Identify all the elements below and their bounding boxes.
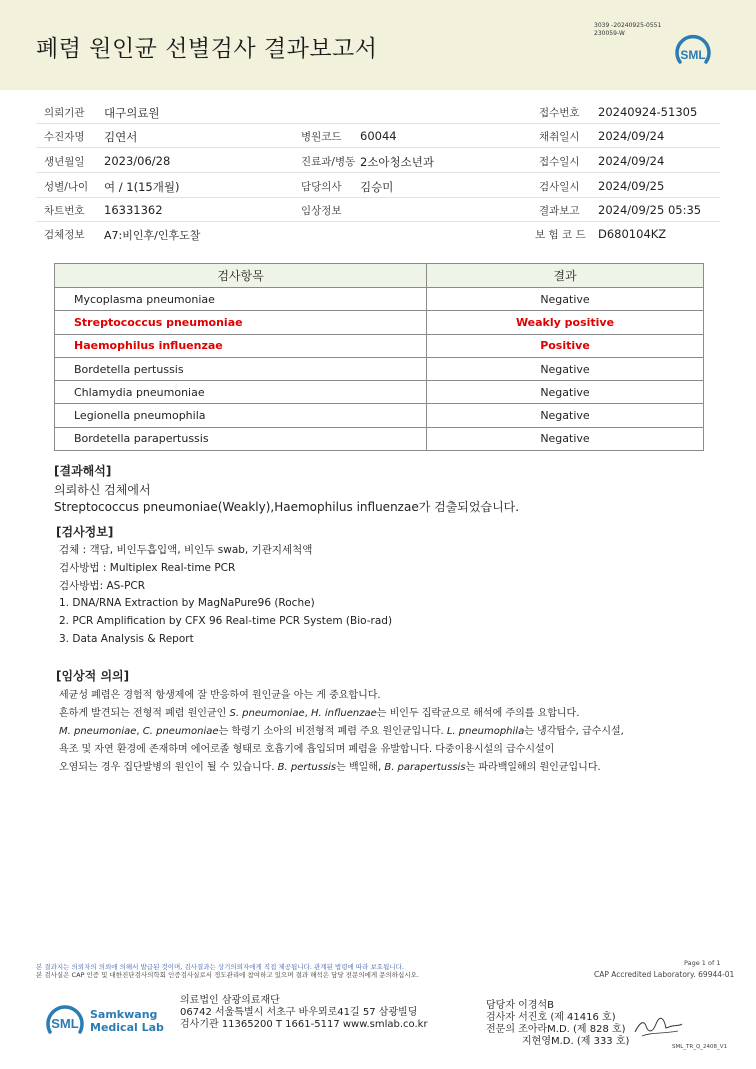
test-result: Negative [427,427,704,450]
row-separator [36,172,720,173]
interpretation-line1: 의뢰하신 검체에서 [54,483,151,497]
test-item: Bordetella parapertussis [55,427,427,450]
collect-date-value: 2024/09/24 [598,129,665,143]
insurance-code-label: 보 험 코 드 [535,229,586,241]
sex-age-label: 성별/나이 [44,181,89,193]
specimen-label: 검체정보 [44,229,85,241]
clinical-title: [임상적 의의] [56,669,130,683]
company-name-line2: Medical Lab [90,1021,164,1034]
receipt-date-value: 2024/09/24 [598,154,665,168]
header-result: 결과 [427,264,704,288]
name-value: 김연서 [104,130,138,144]
document-code [594,22,661,38]
staff-line4: 지현영M.D. (제 333 호) [522,1036,630,1047]
clinical-line3: M. pneumoniae, C. pneumoniae는 학령기 소아의 비전형적 폐렴 주요 원인균입니다. L. pneumophila는 냉각탑수, 급수시설, [59,726,624,737]
sex-age-value: 여 / 1(15개월) [104,180,180,194]
dept-label: 진료과/병동 [301,156,356,168]
test-item: Streptococcus pneumoniae [55,311,427,334]
clinical-label: 임상정보 [301,205,342,217]
row-separator [36,147,720,148]
form-code: SML_TR_Q_2408_V1 [672,1044,728,1050]
test-date-label: 검사일시 [539,181,580,193]
chart-label: 차트번호 [44,205,85,217]
name-label: 수진자명 [44,131,85,143]
sml-footer-logo [42,1000,88,1042]
row-separator [36,221,720,222]
staff-line2: 검사자 서진호 (제 41416 호) [486,1012,616,1023]
table-row [55,311,704,334]
test-info-line: 검체 : 객담, 비인두흡입액, 비인두 swab, 기관지세척액 [59,544,313,556]
company-name-line1: Samkwang [90,1008,158,1021]
signature-image [632,1014,684,1040]
header-item: 검사항목 [55,264,427,288]
clinical-line5: 오염되는 경우 집단발병의 원인이 될 수 있습니다. B. pertussis는 백일해, B. parapertussis는 파라백일해의 원인균입니다. [59,762,601,773]
test-item: Bordetella pertussis [55,357,427,380]
insurance-code-value: D680104KZ [598,227,667,241]
institution-label: 의뢰기관 [44,107,85,119]
staff-line1: 담당자 이경석B [486,1000,554,1011]
test-info-line: 검사방법: AS-PCR [59,580,146,592]
sml-logo-text: SML [680,48,706,62]
test-result: Negative [427,357,704,380]
clinical-line2: 흔하게 발견되는 전형적 폐렴 원인균인 S. pneumoniae, H. influenzae는 비인두 집락균으로 해석에 주의를 요합니다. [59,708,580,719]
collect-date-label: 채취일시 [539,131,580,143]
org-line3: 검사기관 11365200 T 1661-5117 www.smlab.co.kr [180,1019,428,1030]
doctor-label: 담당의사 [301,181,342,193]
report-date-label: 결과보고 [539,205,580,217]
test-info-line: 2. PCR Amplification by CFX 96 Real-time PCR System (Bio-rad) [59,615,393,627]
sml-logo [672,32,714,74]
test-result: Weakly positive [427,311,704,334]
table-row [55,381,704,404]
row-separator [36,197,720,198]
org-info [180,995,428,1031]
org-line1: 의료법인 삼광의료재단 [180,995,280,1006]
test-item: Legionella pneumophila [55,404,427,427]
report-title: 폐렴 원인균 선별검사 결과보고서 [36,36,378,62]
receipt-date-label: 접수일시 [539,156,580,168]
test-date-value: 2024/09/25 [598,179,665,193]
test-item: Mycoplasma pneumoniae [55,288,427,311]
report-date-value: 2024/09/25 05:35 [598,203,702,217]
disclaimer-line1: 본 결과지는 의뢰자의 의뢰에 의해서 발급된 것이며, 검사결과는 상기의뢰자에게 직접 제공됩니다. 관계된 법령에 따라 보호됩니다. [36,963,404,971]
birth-value: 2023/06/28 [104,154,171,168]
clinical-line4: 욕조 및 자연 환경에 존재하며 에어로졸 형태로 호흡기에 흡입되며 폐렴을 유발합니다. 다중이용시설의 급수시설이 [59,744,555,755]
test-info-line: 검사방법 : Multiplex Real-time PCR [59,562,236,574]
table-row [55,427,704,450]
page-number: Page 1 of 1 [684,959,721,967]
disclaimer-line2: 본 검사실은 CAP 인증 및 대한진단검사의학회 인증검사실로서 정도관리에 참여하고 있으며 결과 해석은 담당 전문의에게 문의하십시오. [36,971,419,979]
cap-accreditation: CAP Accredited Laboratory. 69944-01 [594,970,735,979]
doctor-value: 김승미 [360,180,394,194]
clinical-line1: 세균성 폐렴은 경험적 항생제에 잘 반응하여 원인균을 아는 게 중요합니다. [59,690,381,701]
test-item: Chlamydia pneumoniae [55,381,427,404]
birth-label: 생년월일 [44,156,85,168]
test-info-line: 3. Data Analysis & Report [59,633,194,645]
company-name [90,1008,164,1034]
specimen-value: A7:비인후/인후도찰 [104,229,201,242]
test-result: Negative [427,404,704,427]
test-result: Positive [427,334,704,357]
institution-value: 대구의료원 [104,106,160,120]
receipt-no-label: 접수번호 [539,107,580,119]
receipt-no-value: 20240924-51305 [598,105,698,119]
sml-footer-logo-text: SML [51,1016,79,1031]
interpretation-title: [결과해석] [54,464,112,478]
document-code-line1: 3039 -20240925-0551 [594,22,662,29]
test-info-line: 1. DNA/RNA Extraction by MagNaPure96 (Roche) [59,597,315,609]
test-info-title: [검사정보] [56,525,114,539]
org-line2: 06742 서울특별시 서초구 바우뫼로41길 57 삼광빌딩 [180,1007,418,1018]
dept-value: 2소아청소년과 [360,155,434,169]
test-result: Negative [427,288,704,311]
hospital-code-value: 60044 [360,129,397,143]
staff-line3: 전문의 조아라M.D. (제 828 호) [486,1024,626,1035]
row-separator [36,123,720,124]
results-table [54,263,704,451]
staff-info [486,1000,629,1048]
table-row [55,288,704,311]
chart-value: 16331362 [104,203,163,217]
results-header-row [55,264,704,288]
table-row [55,404,704,427]
document-code-line2: 230059-W [594,30,625,37]
interpretation-line2: Streptococcus pneumoniae(Weakly),Haemophilus influenzae가 검출되었습니다. [54,500,520,514]
hospital-code-label: 병원코드 [301,131,342,143]
table-row [55,357,704,380]
table-row [55,334,704,357]
test-item: Haemophilus influenzae [55,334,427,357]
test-result: Negative [427,381,704,404]
